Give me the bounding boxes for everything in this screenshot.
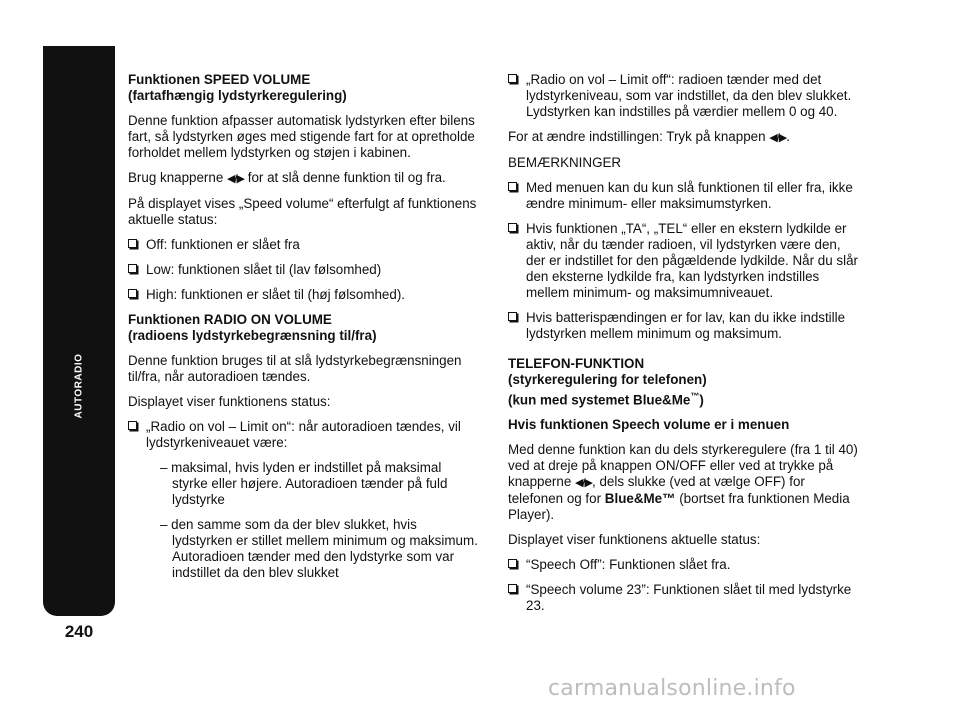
dash-item: – den samme som da der blev slukket, hvis lydstyrken er stillet mellem minimum og maksimum. Autoradioen tænder med den lydstyrke som var indstillet da den blev slukket [160, 517, 478, 580]
heading-line: TELEFON-FUNKTION [508, 356, 645, 371]
checkbox-bullet-icon [128, 239, 137, 248]
checkbox-bullet-icon [508, 74, 517, 83]
text: , dels slukke (ved at vælge OFF) for telefonen og for [508, 474, 805, 507]
checkbox-bullet-icon [508, 182, 517, 191]
list-item [508, 180, 860, 212]
text: For at ændre indstillingen: Tryk på knappen [508, 129, 766, 144]
checkbox-bullet-icon [508, 312, 517, 321]
list-item-text: „Radio on vol – Limit off“: radioen tænder med det lydstyrkeniveau, som var indstillet, da den blev slukket. Lydstyrken kan indstilles på værdier mellem 0 og 40. [526, 72, 852, 119]
checkbox-bullet-icon [128, 264, 137, 273]
heading-line: Funktionen SPEED VOLUME [128, 72, 311, 87]
paragraph: På displayet vises „Speed volume“ efterfulgt af funktionens aktuelle status: [128, 196, 477, 227]
paragraph [508, 129, 860, 146]
paragraph: Displayet viser funktionens status: [128, 394, 331, 409]
text: . [786, 129, 790, 144]
list-item [128, 262, 480, 278]
heading-line: (styrkeregulering for telefonen) [508, 372, 707, 387]
checkbox-bullet-icon [508, 559, 517, 568]
list-item [508, 221, 860, 301]
paragraph: Displayet viser funktionens aktuelle status: [508, 532, 761, 548]
list-item-text: High: funktionen er slået til (høj følsomhed). [146, 287, 405, 302]
checkbox-bullet-icon [128, 421, 137, 430]
list-item [508, 557, 860, 573]
right-column [508, 72, 860, 623]
paragraph: Denne funktion bruges til at slå lydstyrkebegrænsningen til/fra, når autoradioen tændes. [128, 353, 462, 384]
chapter-sidebar-tab [43, 46, 115, 616]
paragraph: Denne funktion afpasser automatisk lydstyrken efter bilens fart, så lydstyrken øges med stigende fart for at opretholde forholdet mellem lydstyrken og støjen i kabinen. [128, 113, 475, 160]
list-item [128, 237, 480, 253]
text: for at slå denne funktion til og fra. [247, 170, 446, 185]
list-item-text: Hvis batterispændingen er for lav, kan du ikke indstille lydstyrken mellem minimum og maksimum. [526, 310, 846, 341]
list-item [508, 72, 860, 120]
left-column [128, 72, 480, 590]
chapter-label: AUTORADIO [73, 353, 85, 419]
left-right-arrows-icon: ◀/▶ [227, 173, 245, 185]
list-item-text: “Speech Off”: Funktionen slået fra. [526, 557, 731, 573]
left-right-arrows-icon: ◀/▶ [575, 477, 593, 490]
speed-volume-heading [128, 72, 480, 104]
list-item-text: Off: funktionen er slået fra [146, 237, 300, 252]
left-right-arrows-icon: ◀/▶ [769, 132, 787, 144]
text: ) [699, 392, 704, 408]
list-item [128, 287, 480, 303]
watermark: carmanualsonline.info [548, 676, 796, 701]
brand-name: Blue&Me™ [604, 491, 676, 507]
text: (bortset fra funktionen Media Player). [508, 491, 850, 523]
paragraph [128, 170, 480, 187]
list-item [128, 419, 480, 451]
text: (kun med systemet Blue&Me [508, 392, 691, 408]
page-number: 240 [64, 622, 94, 641]
paragraph [508, 442, 860, 523]
list-item-text: „Radio on vol – Limit on“: når autoradioen tændes, vil lydstyrkeniveauet være: [146, 419, 461, 450]
checkbox-bullet-icon [508, 584, 517, 593]
telephone-heading [508, 356, 860, 408]
text: Med denne funktion kan du dels styrkeregulere (fra 1 til 40) ved at dreje på knappen ON/OFF eller ved at trykke på knapperne [508, 442, 858, 490]
speech-volume-heading: Hvis funktionen Speech volume er i menuen [508, 417, 790, 433]
checkbox-bullet-icon [508, 223, 517, 232]
text: Brug knapperne [128, 170, 224, 185]
dash-item: – maksimal, hvis lyden er indstillet på maksimal styrke eller højere. Autoradioen tænder på fuld lydstyrke [160, 460, 448, 507]
notes-label: BEMÆRKNINGER [508, 155, 622, 170]
list-item-text: “Speech volume 23”: Funktionen slået til med lydstyrke 23. [526, 582, 852, 614]
heading-line [508, 388, 860, 408]
heading-line: (fartafhængig lydstyrkeregulering) [128, 88, 347, 103]
list-item-text: Low: funktionen slået til (lav følsomhed) [146, 262, 382, 277]
list-item [508, 582, 860, 614]
trademark-symbol: ™ [690, 391, 700, 401]
checkbox-bullet-icon [128, 289, 137, 298]
heading-line: Funktionen RADIO ON VOLUME [128, 312, 332, 327]
radio-on-volume-heading [128, 312, 480, 344]
list-item-text: Hvis funktionen „TA“, „TEL“ eller en ekstern lydkilde er aktiv, når du tænder radioen, vil lydstyrken være den, der er indstillet for den pågældende lydkilde. Når du slår den eksterne lydkilde fra, kan lydstyrken indstilles mellem minimum- og maksimumniveauet. [526, 221, 858, 300]
list-item-text: Med menuen kan du kun slå funktionen til eller fra, ikke ændre minimum- eller maksimumstyrken. [526, 180, 853, 211]
heading-line: (radioens lydstyrkebegrænsning til/fra) [128, 328, 377, 343]
list-item [508, 310, 860, 342]
